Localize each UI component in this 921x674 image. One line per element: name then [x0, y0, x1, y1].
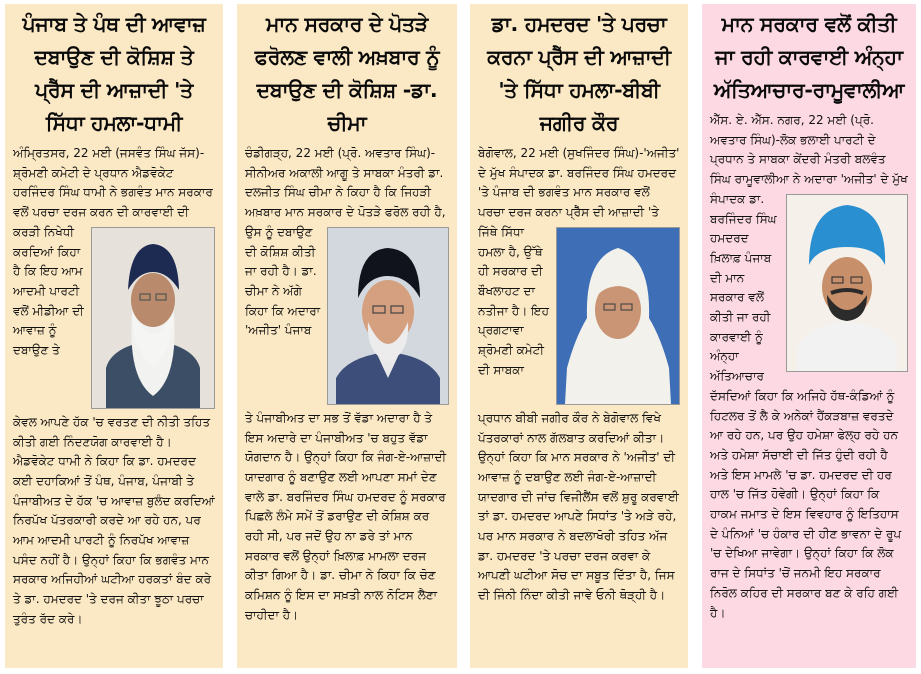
portrait-photo [556, 227, 680, 405]
person-portrait-icon [787, 195, 907, 371]
article-jagir-kaur [470, 4, 688, 668]
person-portrait-icon [328, 228, 448, 404]
body-wrap: ਆਜ਼ਾਦੀ 'ਤੇ ਜਿੱਥੇ ਸਿੱਧਾ ਹਮਲਾ ਹੈ, ਉੱਥੇ ਹੀ ਸਰਕਾਰ ਦੀ ਬੌਖਲਾਹਟ ਦਾ ਨਤੀਜਾ ਹੈ। ਇਹ ਪ੍ਰਗਟਾਵਾ ਸ਼੍ਰੋਮਣੀ ਕਮੇਟੀ ਦੀ ਸਾਬਕਾ [478, 205, 659, 377]
body-wrap: ਫਰੋਲ ਰਹੀ ਹੈ, ਉਸ ਨੂੰ ਦਬਾਉਣ ਦੀ ਕੋਸ਼ਿਸ਼ ਕੀਤੀ ਜਾ ਰਹੀ ਹੈ। ਡਾ. ਚੀਮਾ ਨੇ ਅੱਗੇ ਕਿਹਾ ਕਿ ਅਦਾਰਾ 'ਅਜੀਤ' ਪੰਜਾਬ [245, 205, 446, 338]
body-rest: ਤੇ ਪੰਜਾਬੀਅਤ ਦਾ ਸਭ ਤੋਂ ਵੱਡਾ ਅਦਾਰਾ ਹੈ ਤੇ ਇਸ ਅਦਾਰੇ ਦਾ ਪੰਜਾਬੀਅਤ 'ਚ ਬਹੁਤ ਵੱਡਾ ਯੋਗਦਾਨ ਹੈ। ਉਨ੍ਹਾਂ ਕਿਹਾ ਕਿ ਜੰਗ-ਏ-ਆਜ਼ਾਦੀ ਯਾਦਗਾਰ ਨੂੰ ਬਣਾਉਣ ਲਈ ਆਪਣਾ ਸਮਾਂ ਦੇਣ ਵਾਲੇ ਡਾ. ਬਰਜਿੰਦਰ ਸਿੰਘ ਹਮਦਰਦ ਨੂੰ ਸਰਕਾਰ ਪਿਛਲੇ ਲੰਮੇ ਸਮੇਂ ਤੋਂ ਡਰਾਉਣ ਦੀ ਕੋਸ਼ਿਸ਼ ਕਰ ਰਹੀ ਸੀ, ਪਰ ਜਦੋਂ ਉਹ ਨਾ ਡਰੇ ਤਾਂ ਮਾਨ ਸਰਕਾਰ ਵਲੋਂ ਉਨ੍ਹਾਂ ਖ਼ਿਲਾਫ਼ ਮਾਮਲਾ ਦਰਜ ਕੀਤਾ ਗਿਆ ਹੈ। ਡਾ. ਚੀਮਾ ਨੇ ਕਿਹਾ ਕਿ ਚੋਣ ਕਮਿਸ਼ਨ ਨੂੰ ਇਸ ਦਾ ਸਖ਼ਤੀ ਨਾਲ ਨੋਟਿਸ ਲੈਣਾ ਚਾਹੀਦਾ ਹੈ। [245, 410, 447, 622]
headline: ਡਾ. ਹਮਦਰਦ 'ਤੇ ਪਰਚਾ ਕਰਨਾ ਪ੍ਰੈੱਸ ਦੀ ਆਜ਼ਾਦੀ 'ਤੇ ਸਿੱਧਾ ਹਮਲਾ-ਬੀਬੀ ਜਗੀਰ ਕੌਰ [487, 12, 671, 135]
portrait-photo [91, 227, 215, 409]
portrait-photo [786, 194, 908, 372]
body-wrap: ਕਾਰਵਾਈ ਦੀ ਕਰੜੀ ਨਿਖੇਧੀ ਕਰਦਿਆਂ ਕਿਹਾ ਹੈ ਕਿ ਇਹ ਆਮ ਆਦਮੀ ਪਾਰਟੀ ਵਲੋਂ ਮੀਡੀਆ ਦੀ ਆਵਾਜ਼ ਨੂੰ ਦਬਾਉਣ ਤੇ [13, 205, 189, 358]
body-wrap: ਸੰਪਾਦਕ ਡਾ. ਬਰਜਿੰਦਰ ਸਿੰਘ ਹਮਦਰਦ ਖ਼ਿਲਾਫ਼ ਪੰਜਾਬ ਦੀ ਮਾਨ ਸਰਕਾਰ ਵਲੋਂ ਕੀਤੀ ਜਾ ਰਹੀ ਕਾਰਵਾਈ ਨੂੰ ਅੰਨ੍ਹਾ ਅੱਤਿਆਚਾਰ [710, 191, 777, 384]
headline: ਪੰਜਾਬ ਤੇ ਪੰਥ ਦੀ ਆਵਾਜ਼ ਦਬਾਉਣ ਦੀ ਕੋਸ਼ਿਸ਼ ਤੇ ਪ੍ਰੈੱਸ ਦੀ ਆਜ਼ਾਦੀ 'ਤੇ ਸਿੱਧਾ ਹਮਲਾ-ਧਾਮੀ [22, 12, 206, 135]
body-intro: ਚੰਡੀਗੜ੍ਹ, 22 ਮਈ (ਪ੍ਰੋ. ਅਵਤਾਰ ਸਿੰਘ)-ਸੀਨੀਅਰ ਅਕਾਲੀ ਆਗੂ ਤੇ ਸਾਬਕਾ ਮੰਤਰੀ ਡਾ. ਦਲਜੀਤ ਸਿੰਘ ਚੀਮਾ ਨੇ ਕਿਹਾ ਹੈ ਕਿ ਜਿਹੜੀ ਅਖ਼ਬਾਰ ਮਾਨ ਸਰਕਾਰ ਦੇ ਪੋਤੜੇ [245, 146, 444, 220]
article-body [710, 111, 908, 623]
body-rest: ਦੱਸਦਿਆਂ ਕਿਹਾ ਕਿ ਅਜਿਹੇ ਹੱਥ-ਕੰਡਿਆਂ ਨੂੰ ਹਿਟਲਰ ਤੋਂ ਲੈ ਕੇ ਅਨੇਕਾਂ ਹੈਂਕੜਬਾਜ਼ ਵਰਤਦੇ ਆ ਰਹੇ ਹਨ, ਪਰ ਉਹ ਹਮੇਸ਼ਾ ਫੇਲ੍ਹ ਰਹੇ ਹਨ ਅਤੇ ਹਮੇਸ਼ਾ ਸੱਚਾਈ ਦੀ ਜਿੱਤ ਹੁੰਦੀ ਰਹੀ ਹੈ ਅਤੇ ਇਸ ਮਾਮਲੇ 'ਚ ਡਾ. ਹਮਦਰਦ ਦੀ ਹਰ ਹਾਲ 'ਚ ਜਿੱਤ ਹੋਵੇਗੀ। ਉਨ੍ਹਾਂ ਕਿਹਾ ਕਿ ਹਾਕਮ ਜਮਾਤ ਦੇ ਇਸ ਵਿਵਹਾਰ ਨੂੰ ਇਤਿਹਾਸ ਦੇ ਪੰਨਿਆਂ 'ਚ ਹੰਕਾਰ ਦੀ ਹੀਣ ਭਾਵਨਾ ਦੇ ਰੂਪ 'ਚ ਦੇਖਿਆ ਜਾਵੇਗਾ। ਉਨ੍ਹਾਂ ਕਿਹਾ ਕਿ ਲੋਕ ਰਾਜ ਦੇ ਸਿਧਾਂਤ 'ਚੋਂ ਜਨਮੀ ਇਹ ਸਰਕਾਰ ਨਿਰੋਲ ਕਹਿਰ ਦੀ ਸਰਕਾਰ ਬਣ ਕੇ ਰਹਿ ਗਈ ਹੈ। [710, 388, 902, 620]
person-portrait-icon [92, 228, 214, 408]
portrait-photo [327, 227, 449, 405]
headline: ਮਾਨ ਸਰਕਾਰ ਦੇ ਪੋਤੜੇ ਫਰੋਲਣ ਵਾਲੀ ਅਖ਼ਬਾਰ ਨੂੰ ਦਬਾਉਣ ਦੀ ਕੋਸ਼ਿਸ਼ -ਡਾ. ਚੀਮਾ [254, 12, 440, 135]
article-body [13, 144, 215, 630]
article-dhami [5, 4, 223, 668]
body-intro: ਅੰਮ੍ਰਿਤਸਰ, 22 ਮਈ (ਜਸਵੰਤ ਸਿੰਘ ਜੱਸ)-ਸ਼੍ਰੋਮਣੀ ਕਮੇਟੀ ਦੇ ਪ੍ਰਧਾਨ ਐਡਵੋਕੇਟ ਹਰਜਿੰਦਰ ਸਿੰਘ ਧਾਮੀ ਨੇ ਭਗਵੰਤ ਮਾਨ ਸਰਕਾਰ ਵਲੋਂ ਪਰਚਾ ਦਰਜ ਕਰਨ ਦੀ [13, 146, 213, 220]
person-portrait-icon [557, 228, 679, 404]
body-rest: ਪ੍ਰਧਾਨ ਬੀਬੀ ਜਗੀਰ ਕੌਰ ਨੇ ਬੇਗੋਵਾਲ ਵਿਖੇ ਪੱਤਰਕਾਰਾਂ ਨਾਲ ਗੱਲਬਾਤ ਕਰਦਿਆਂ ਕੀਤਾ। ਉਨ੍ਹਾਂ ਕਿਹਾ ਕਿ ਮਾਨ ਸਰਕਾਰ ਨੇ 'ਅਜੀਤ' ਦੀ ਆਵਾਜ਼ ਨੂੰ ਦਬਾਉਣ ਲਈ ਜੰਗ-ਏ-ਆਜ਼ਾਦੀ ਯਾਦਗਾਰ ਦੀ ਜਾਂਚ ਵਿਜੀਲੈਂਸ ਵਲੋਂ ਸ਼ੁਰੂ ਕਰਵਾਈ ਤਾਂ ਡਾ. ਹਮਦਰਦ ਆਪਣੇ ਸਿਧਾਂਤ 'ਤੇ ਅੜੇ ਰਹੇ, ਪਰ ਮਾਨ ਸਰਕਾਰ ਨੇ ਬਦਲਾਖੋਰੀ ਤਹਿਤ ਅੱਜ ਡਾ. ਹਮਦਰਦ 'ਤੇ ਪਰਚਾ ਦਰਜ ਕਰਵਾ ਕੇ ਆਪਣੀ ਘਟੀਆ ਸੋਚ ਦਾ ਸਬੂਤ ਦਿੱਤਾ ਹੈ, ਜਿਸ ਦੀ ਜਿੰਨੀ ਨਿੰਦਾ ਕੀਤੀ ਜਾਵੇ ਓਨੀ ਥੋੜ੍ਹੀ ਹੈ। [478, 410, 679, 603]
body-intro: ਬੇਗੋਵਾਲ, 22 ਮਈ (ਸੁਖਜਿੰਦਰ ਸਿੰਘ)-'ਅਜੀਤ' ਦੇ ਮੁੱਖ ਸੰਪਾਦਕ ਡਾ. ਬਰਜਿੰਦਰ ਸਿੰਘ ਹਮਦਰਦ 'ਤੇ ਪੰਜਾਬ ਦੀ ਭਗਵੰਤ ਮਾਨ ਸਰਕਾਰ ਵਲੋਂ ਪਰਚਾ ਦਰਜ ਕਰਨਾ ਪ੍ਰੈੱਸ ਦੀ [478, 146, 680, 220]
body-rest: ਕੇਵਲ ਆਪਣੇ ਹੱਕ 'ਚ ਵਰਤਣ ਦੀ ਨੀਤੀ ਤਹਿਤ ਕੀਤੀ ਗਈ ਨਿੰਦਣਯੋਗ ਕਾਰਵਾਈ ਹੈ। ਐਡਵੋਕੇਟ ਧਾਮੀ ਨੇ ਕਿਹਾ ਕਿ ਡਾ. ਹਮਦਰਦ ਕਈ ਦਹਾਕਿਆਂ ਤੋਂ ਪੰਥ, ਪੰਜਾਬ, ਪੰਜਾਬੀ ਤੇ ਪੰਜਾਬੀਅਤ ਦੇ ਹੱਕ 'ਚ ਆਵਾਜ਼ ਬੁਲੰਦ ਕਰਦਿਆਂ ਨਿਰਪੱਖ ਪੱਤਰਕਾਰੀ ਕਰਦੇ ਆ ਰਹੇ ਹਨ, ਪਰ ਆਮ ਆਦਮੀ ਪਾਰਟੀ ਨੂੰ ਨਿਰਪੱਖ ਆਵਾਜ਼ ਪਸੰਦ ਨਹੀਂ ਹੈ। ਉਨ੍ਹਾਂ ਕਿਹਾ ਕਿ ਭਗਵੰਤ ਮਾਨ ਸਰਕਾਰ ਅਜਿਹੀਆਂ ਘਟੀਆ ਹਰਕਤਾਂ ਬੰਦ ਕਰੇ ਤੇ ਡਾ. ਹਮਦਰਦ 'ਤੇ ਦਰਜ ਕੀਤਾ ਝੂਠਾ ਪਰਚਾ ਤੁਰੰਤ ਰੱਦ ਕਰੇ। [13, 414, 215, 626]
article-body [478, 144, 680, 606]
headline: ਮਾਨ ਸਰਕਾਰ ਵਲੋਂ ਕੀਤੀ ਜਾ ਰਹੀ ਕਾਰਵਾਈ ਅੰਨ੍ਹਾ ਅੱਤਿਆਚਾਰ-ਰਾਮੂਵਾਲੀਆ [713, 12, 905, 102]
article-body [245, 144, 449, 626]
article-ramoowalia [702, 4, 916, 668]
body-intro: ਐੱਸ. ਏ. ਐੱਸ. ਨਗਰ, 22 ਮਈ (ਪ੍ਰੋ. ਅਵਤਾਰ ਸਿੰਘ)-ਲੋਕ ਭਲਾਈ ਪਾਰਟੀ ਦੇ ਪ੍ਰਧਾਨ ਤੇ ਸਾਬਕਾ ਕੇਂਦਰੀ ਮੰਤਰੀ ਬਲਵੰਤ ਸਿੰਘ ਰਾਮੂਵਾਲੀਆ ਨੇ ਅਦਾਰਾ 'ਅਜੀਤ' ਦੇ ਮੁੱਖ [710, 113, 908, 187]
article-cheema [237, 4, 457, 668]
